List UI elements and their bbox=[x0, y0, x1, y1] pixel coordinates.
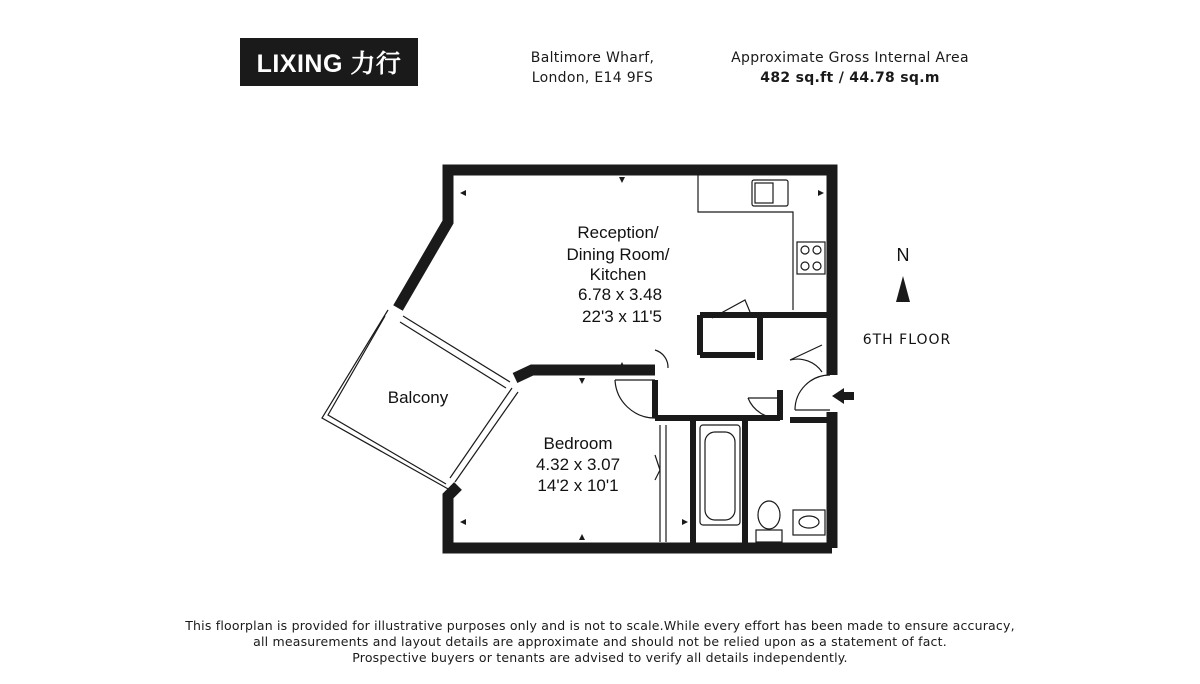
balcony-name: Balcony bbox=[387, 388, 449, 407]
basin bbox=[793, 510, 825, 535]
hob bbox=[797, 242, 825, 274]
bedroom-name: Bedroom bbox=[543, 434, 613, 453]
toilet-cistern bbox=[756, 530, 782, 542]
reception-metric: 6.78 x 3.48 bbox=[577, 285, 663, 304]
disclaimer bbox=[180, 618, 1020, 666]
address-line-2: London, E14 9FS bbox=[531, 70, 654, 86]
hall-door bbox=[655, 350, 668, 368]
hob-ring-2 bbox=[813, 246, 821, 254]
wardrobe bbox=[655, 425, 666, 542]
sink-basin bbox=[755, 183, 773, 203]
floor-label: 6TH FLOOR bbox=[862, 332, 952, 348]
entrance-arrow-icon bbox=[832, 388, 854, 404]
hob-ring-1 bbox=[801, 246, 809, 254]
disclaimer-line-3: Prospective buyers or tenants are advised to verify all details independently. bbox=[352, 650, 848, 665]
bathtub-inner bbox=[705, 432, 735, 520]
basin-bowl bbox=[799, 516, 819, 528]
address-line-1: Baltimore Wharf, bbox=[530, 50, 655, 66]
area-title: Approximate Gross Internal Area bbox=[731, 50, 969, 66]
hob-ring-3 bbox=[801, 262, 809, 270]
bedroom-imperial: 14'2 x 10'1 bbox=[537, 476, 619, 495]
entrance-door bbox=[795, 375, 830, 410]
disclaimer-line-1: This floorplan is provided for illustrative purposes only and is not to scale.While every effort has been made to ensure accuracy, bbox=[185, 618, 1015, 633]
balcony-door-bottom bbox=[450, 388, 518, 482]
bedroom-metric: 4.32 x 3.07 bbox=[535, 455, 621, 474]
south-wall bbox=[448, 486, 832, 548]
reception-imperial: 22'3 x 11'5 bbox=[582, 307, 662, 326]
disclaimer-line-2: all measurements and layout details are approximate and should not be relied upon as a statement of fact. bbox=[253, 634, 947, 649]
bedroom-door bbox=[615, 380, 655, 418]
interior-walls bbox=[655, 315, 832, 548]
doors bbox=[615, 350, 830, 542]
sink bbox=[752, 180, 788, 206]
north-arrow-icon bbox=[896, 276, 910, 302]
area-value: 482 sq.ft / 44.78 sq.m bbox=[760, 70, 940, 86]
bathtub bbox=[700, 425, 740, 525]
toilet bbox=[758, 501, 780, 529]
store-door bbox=[790, 345, 822, 372]
brand-logo-text: LIXING 力行 bbox=[256, 50, 402, 78]
bathroom-fittings bbox=[700, 425, 825, 542]
kitchen-counter bbox=[698, 175, 793, 310]
reception-label bbox=[567, 223, 670, 326]
balcony-wall-right bbox=[515, 370, 655, 378]
balcony-door-top bbox=[400, 316, 510, 388]
reception-name-3: Kitchen bbox=[589, 265, 647, 284]
hob-ring-4 bbox=[813, 262, 821, 270]
bedroom-label bbox=[536, 434, 620, 495]
north-label: N bbox=[896, 245, 910, 265]
reception-name-1: Reception/ bbox=[577, 223, 659, 242]
reception-name-2: Dining Room/ bbox=[566, 245, 670, 264]
